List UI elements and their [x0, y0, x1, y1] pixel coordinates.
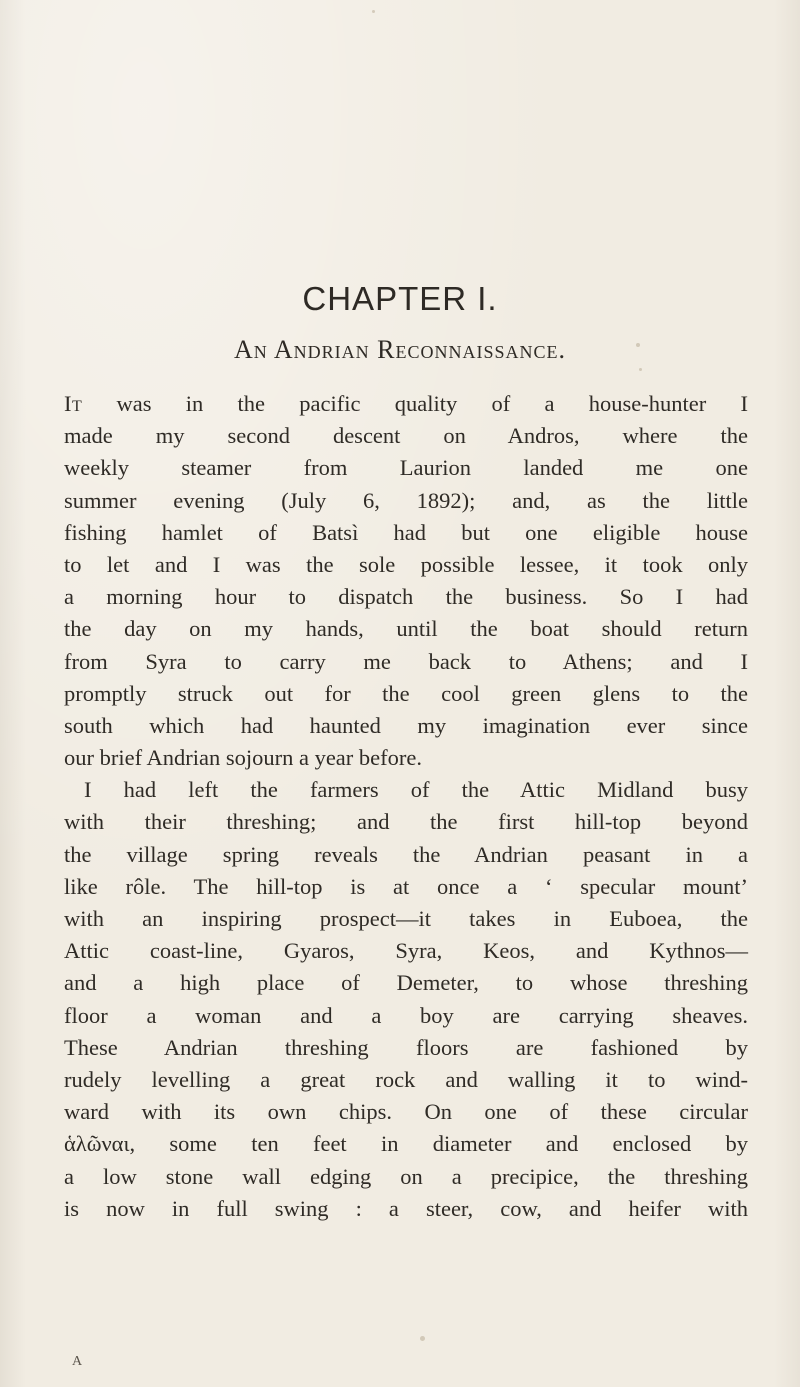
chapter-heading: CHAPTER I. — [302, 280, 498, 317]
text-line: weekly steamer from Laurion landed me one — [64, 455, 748, 481]
section-heading: An Andrian Reconnaissance. — [234, 335, 566, 364]
text-line: floor a woman and a boy are carrying sheaves. — [64, 1002, 748, 1028]
text-line: Attic coast-line, Gyaros, Syra, Keos, and Kythnos— — [64, 938, 748, 964]
text-line: ward with its own chips. On one of these circular — [64, 1099, 748, 1125]
text-line: with an inspiring prospect—it takes in Euboea, the — [64, 906, 748, 931]
text-line: to let and I was the sole possible lessee, it took only — [64, 551, 748, 577]
text-line: and a high place of Demeter, to whose threshing — [64, 970, 748, 996]
text-line: our brief Andrian sojourn a year before. — [64, 745, 422, 771]
text-line: summer evening (July 6, 1892); and, as the little — [64, 487, 748, 513]
text-line: from Syra to carry me back to Athens; and I — [64, 648, 748, 674]
text-line: made my second descent on Andros, where the — [64, 423, 748, 449]
text-line: the day on my hands, until the boat should return — [64, 616, 748, 642]
text-line: fishing hamlet of Batsì had but one eligible house — [64, 519, 748, 545]
text-line: These Andrian threshing floors are fashioned by — [64, 1034, 748, 1060]
text-line: I had left the farmers of the Attic Midland busy — [84, 777, 748, 803]
text-line: a morning hour to dispatch the business. So I had — [64, 584, 748, 610]
text-line: the village spring reveals the Andrian peasant in a — [64, 841, 748, 867]
text-line: promptly struck out for the cool green glens to the — [64, 680, 748, 706]
signature-mark: A — [72, 1354, 83, 1369]
paper-speck — [639, 368, 642, 371]
text-line: rudely levelling a great rock and walling it to wind- — [64, 1066, 748, 1092]
text-line: south which had haunted my imagination ever since — [64, 712, 748, 738]
body-text — [64, 388, 748, 1225]
text-line — [64, 388, 748, 420]
text-line: a low stone wall edging on a precipice, the threshing — [64, 1163, 748, 1189]
paper-speck — [372, 10, 375, 13]
text-line: with their threshing; and the first hill-top beyond — [64, 809, 748, 835]
paper-speck — [420, 1336, 425, 1341]
paragraph-2 — [64, 774, 748, 1225]
text-line: like rôle. The hill-top is at once a ‘ specular mount’ — [64, 873, 748, 899]
first-word: It — [64, 391, 83, 416]
paragraph-1 — [64, 388, 748, 774]
text-line: ἁλῶναι, some ten feet in diameter and enclosed by — [64, 1131, 748, 1157]
first-line-rest: was in the pacific quality of a house-hunter I — [82, 391, 748, 416]
text-line: is now in full swing : a steer, cow, and heifer with — [64, 1195, 748, 1221]
